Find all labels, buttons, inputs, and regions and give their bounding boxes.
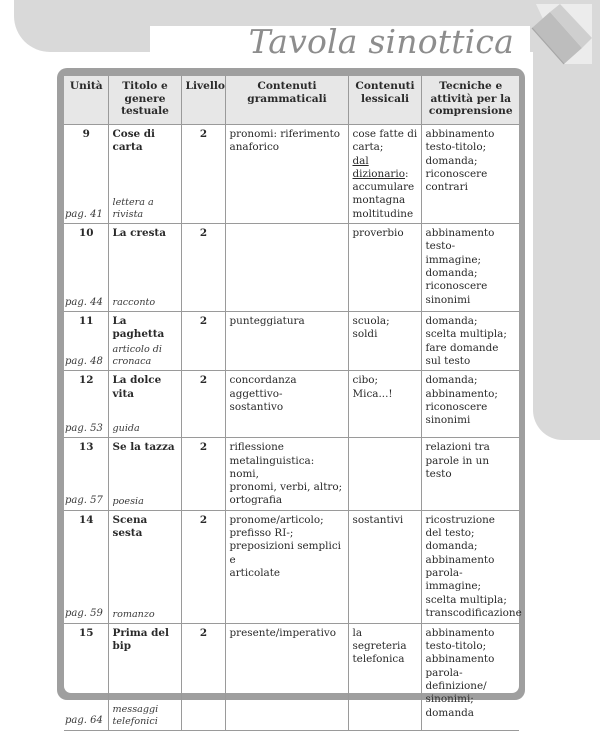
- grammar-line: riflessione: [229, 441, 284, 454]
- column-header-level: Livello: [181, 76, 225, 125]
- technique-line: transcodificazione: [425, 606, 522, 619]
- title-cell: [108, 371, 181, 438]
- page-reference: pag. 64: [65, 715, 103, 727]
- technique-line: testo: [425, 467, 452, 480]
- technique-line: riconoscere: [425, 280, 488, 293]
- level-cell: [181, 224, 225, 312]
- table-header-row: [64, 76, 519, 125]
- lexical-continuation: : accumulare: [352, 167, 415, 194]
- lexical-line: scuola;: [352, 315, 390, 328]
- lexical-line: Mica...!: [352, 387, 393, 400]
- level-value: 2: [199, 626, 208, 639]
- technique-line: relazioni tra: [425, 441, 490, 454]
- technique-line: immagine;: [425, 253, 482, 266]
- grammar-line: pronomi, verbi, altro;: [229, 481, 343, 494]
- technique-line: ricostruzione: [425, 513, 495, 526]
- level-value: 2: [199, 315, 208, 328]
- techniques-cell: [421, 510, 522, 623]
- technique-line: domanda;: [425, 154, 478, 167]
- level-value: 2: [199, 374, 208, 387]
- text-genre: poesia: [112, 495, 144, 507]
- technique-line: immagine;: [425, 580, 482, 593]
- title-cell: [108, 623, 181, 730]
- level-cell: [181, 438, 225, 510]
- grammar-cell: [225, 438, 348, 510]
- page-reference: pag. 48: [65, 355, 103, 367]
- technique-line: riconoscere: [425, 400, 488, 413]
- lexical-line: sostantivi: [352, 513, 404, 526]
- page-corner-fold-icon: [526, 4, 594, 70]
- technique-line: abbinamento: [425, 626, 495, 639]
- technique-line: fare domande: [425, 341, 499, 354]
- grammar-line: ortografia: [229, 494, 283, 507]
- technique-line: sinonimi: [425, 293, 471, 306]
- title-cell: [108, 510, 181, 623]
- grammar-cell: [225, 125, 348, 224]
- grammar-cell: [225, 623, 348, 730]
- grammar-line: metalinguistica: nomi,: [229, 454, 315, 480]
- text-genre: articolo di cronaca: [112, 344, 162, 368]
- page-reference: pag. 59: [65, 608, 103, 620]
- grammar-line: concordanza aggettivo-: [229, 374, 297, 400]
- techniques-cell: [421, 312, 519, 371]
- technique-line: del testo;: [425, 527, 475, 540]
- lexical-line: proverbio: [352, 227, 404, 240]
- level-cell: [181, 125, 225, 224]
- column-header-techniques: Tecniche e attività per la comprensione: [421, 76, 519, 125]
- text-genre: racconto: [112, 297, 156, 309]
- technique-line: domanda;: [425, 374, 478, 387]
- unit-title: La dolce vita: [112, 374, 162, 400]
- unit-number: 9: [82, 128, 90, 140]
- lexical-line: telefonica: [352, 653, 405, 666]
- unit-cell: [64, 371, 108, 438]
- side-band: [533, 52, 600, 440]
- level-value: 2: [199, 128, 208, 140]
- technique-line: domanda;: [425, 315, 478, 328]
- dictionary-reference: dal dizionario: [352, 154, 405, 180]
- level-cell: [181, 371, 225, 438]
- technique-line: parola-: [425, 666, 463, 679]
- technique-line: domanda: [425, 706, 474, 719]
- grammar-cell: [225, 371, 348, 438]
- grammar-cell: [225, 224, 348, 312]
- text-genre: messaggi telefonici: [112, 703, 159, 727]
- page-reference: pag. 57: [65, 495, 103, 507]
- level-value: 2: [199, 227, 208, 240]
- text-genre: lettera a rivista: [112, 197, 154, 221]
- techniques-cell: [421, 371, 519, 438]
- grammar-line: preposizioni semplici e: [229, 540, 341, 566]
- unit-cell: [64, 125, 108, 224]
- unit-title: Scena sesta: [112, 513, 148, 540]
- page-reference: pag. 44: [65, 296, 103, 308]
- table-row: [64, 438, 519, 510]
- technique-line: parole in un: [425, 454, 490, 467]
- unit-number: 15: [79, 626, 94, 639]
- column-header-unit: Unità: [64, 76, 108, 125]
- unit-number: 14: [79, 513, 94, 526]
- technique-line: sul testo: [425, 354, 471, 367]
- table-row: [64, 224, 519, 312]
- lexical-cell: [348, 312, 421, 371]
- page-reference: pag. 41: [65, 208, 103, 220]
- technique-line: riconoscere: [425, 167, 488, 180]
- technique-line: testo-titolo;: [425, 640, 487, 653]
- technique-line: sinonimi: [425, 414, 471, 427]
- grammar-cell: [225, 510, 348, 623]
- unit-title: Cose di carta: [112, 128, 155, 154]
- unit-number: 13: [79, 441, 94, 454]
- technique-line: parola-: [425, 566, 463, 579]
- grammar-line: prefisso RI-;: [229, 527, 294, 540]
- grammar-line: articolate: [229, 566, 281, 579]
- lexical-line: [353, 155, 418, 195]
- table-row: [64, 125, 519, 224]
- level-cell: [181, 510, 225, 623]
- grammar-cell: [225, 312, 348, 371]
- technique-line: abbinamento: [425, 653, 495, 666]
- techniques-cell: [421, 224, 519, 312]
- grammar-line: presente/imperativo: [229, 626, 337, 639]
- unit-cell: [64, 623, 108, 730]
- column-header-lexical: Contenuti lessicali: [348, 76, 421, 125]
- synoptic-table-panel: [57, 68, 525, 727]
- lexical-cell: [348, 510, 421, 623]
- technique-line: scelta multipla;: [425, 328, 507, 341]
- lexical-line: montagna: [352, 194, 406, 207]
- technique-line: abbinamento: [425, 553, 495, 566]
- unit-cell: [64, 224, 108, 312]
- unit-cell: [64, 312, 108, 371]
- lexical-line: cibo;: [352, 374, 379, 387]
- lexical-cell: [348, 623, 421, 730]
- table-row: [64, 510, 519, 623]
- title-cell: [108, 224, 181, 312]
- unit-number: 12: [79, 374, 94, 387]
- table-row: [64, 623, 519, 730]
- technique-line: abbinamento;: [425, 387, 498, 400]
- lexical-line: soldi: [352, 328, 378, 341]
- synoptic-table: [64, 76, 522, 731]
- title-cell: [108, 438, 181, 510]
- grammar-line: pronomi: riferimento anaforico: [229, 128, 341, 154]
- technique-line: abbinamento: [425, 227, 495, 240]
- technique-line: abbinamento: [425, 128, 495, 140]
- lexical-line: carta;: [352, 141, 384, 154]
- lexical-cell: [348, 371, 421, 438]
- technique-line: scelta multipla;: [425, 593, 507, 606]
- technique-line: sinonimi;: [425, 693, 474, 706]
- grammar-line: pronome/articolo;: [229, 513, 324, 526]
- lexical-cell: [348, 224, 421, 312]
- unit-title: La cresta: [112, 227, 166, 240]
- technique-line: testo-: [425, 240, 456, 253]
- grammar-line: sostantivo: [229, 400, 284, 413]
- text-genre: romanzo: [112, 608, 155, 620]
- techniques-cell: [421, 623, 519, 730]
- technique-line: domanda;: [425, 266, 478, 279]
- technique-line: testo-titolo;: [425, 141, 487, 154]
- page-title: Tavola sinottica: [248, 22, 514, 61]
- level-value: 2: [199, 441, 208, 454]
- table-row: [64, 312, 519, 371]
- lexical-line: moltitudine: [352, 207, 414, 220]
- techniques-cell: [421, 125, 519, 224]
- technique-line: definizione/: [425, 679, 487, 692]
- unit-title: Se la tazza: [112, 441, 175, 454]
- unit-number: 10: [79, 227, 94, 240]
- title-cell: [108, 125, 181, 224]
- grammar-line: punteggiatura: [229, 315, 305, 328]
- title-cell: [108, 312, 181, 371]
- lexical-line: la segreteria: [352, 626, 407, 653]
- unit-number: 11: [79, 315, 94, 328]
- lexical-cell: [348, 125, 421, 224]
- level-value: 2: [199, 513, 208, 526]
- page-reference: pag. 53: [65, 422, 103, 434]
- techniques-cell: [421, 438, 519, 510]
- unit-cell: [64, 438, 108, 510]
- level-cell: [181, 623, 225, 730]
- unit-cell: [64, 510, 108, 623]
- text-genre: guida: [112, 423, 140, 435]
- table-row: [64, 371, 519, 438]
- unit-title: Prima del bip: [112, 626, 169, 653]
- technique-line: domanda;: [425, 540, 478, 553]
- technique-line: contrari: [425, 181, 468, 194]
- unit-title: La paghetta: [112, 315, 165, 341]
- level-cell: [181, 312, 225, 371]
- lexical-cell: [348, 438, 421, 510]
- column-header-title: Titolo e genere testuale: [108, 76, 181, 125]
- column-header-grammar: Contenuti grammaticali: [225, 76, 348, 125]
- lexical-line: cose fatte di: [352, 128, 418, 140]
